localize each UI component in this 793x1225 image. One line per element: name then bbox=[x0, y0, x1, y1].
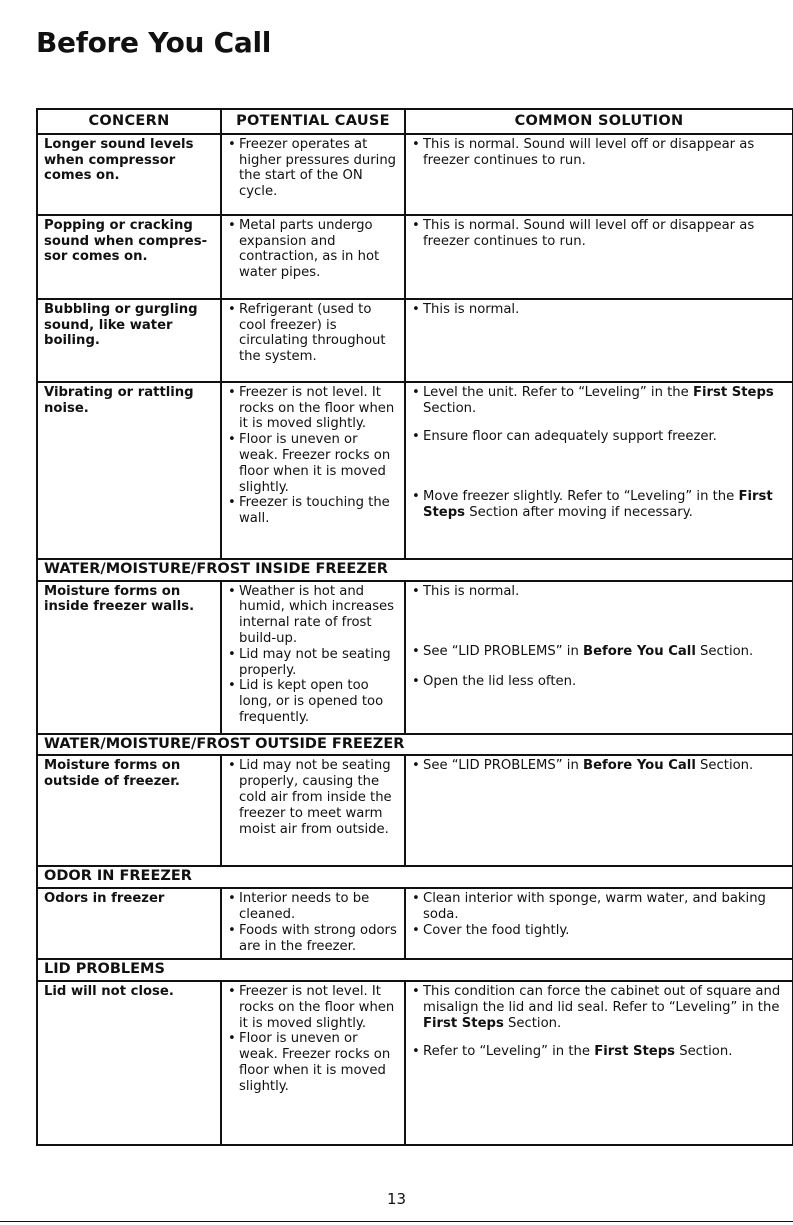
list-item: • See “LID PROBLEMS” in Before You Call Section. bbox=[412, 758, 754, 774]
list-item: • This is normal. Sound will level off or disappear as freezer continues to run. bbox=[412, 136, 755, 168]
concern-cell: Lid will not close. bbox=[37, 981, 221, 1145]
table-row bbox=[37, 299, 793, 382]
page-number: 13 bbox=[386, 1190, 407, 1208]
section-heading-lid-problems: LID PROBLEMS bbox=[37, 959, 793, 981]
list-item: • Freezer is not level. It rocks on the floor when it is moved slightly. bbox=[228, 983, 395, 1031]
cause-cell bbox=[221, 299, 405, 382]
cause-cell bbox=[221, 981, 405, 1145]
list-item: • Ensure floor can adequately support freezer. bbox=[412, 429, 717, 445]
section-heading-outside-freezer: WATER/MOISTURE/FROST OUTSIDE FREEZER bbox=[37, 734, 793, 756]
cause-cell bbox=[221, 755, 405, 866]
table-row bbox=[37, 215, 793, 299]
cause-cell bbox=[221, 134, 405, 215]
table-row bbox=[37, 382, 793, 559]
header-concern: CONCERN bbox=[37, 109, 221, 134]
list-item: • Metal parts undergo expansion and contraction, as in hot water pipes. bbox=[228, 217, 380, 281]
table-row bbox=[37, 581, 793, 734]
page-title: Before You Call bbox=[36, 26, 272, 59]
list-item: • This condition can force the cabinet out of square and misalign the lid and lid seal. Refer to “Leveling” in the First Steps Section. bbox=[412, 983, 781, 1031]
header-potential-cause: POTENTIAL CAUSE bbox=[221, 109, 405, 134]
concern-cell: Popping or cracking sound when compres-sor comes on. bbox=[37, 215, 221, 299]
list-item: • Interior needs to be cleaned. bbox=[228, 891, 370, 922]
concern-cell: Longer sound levels when compressor comes on. bbox=[37, 134, 221, 215]
solution-cell bbox=[405, 215, 793, 299]
table-row bbox=[37, 888, 793, 959]
list-item: • Freezer is not level. It rocks on the floor when it is moved slightly. bbox=[228, 384, 395, 432]
solution-cell bbox=[405, 755, 793, 866]
list-item: • Cover the food tightly. bbox=[412, 922, 570, 938]
list-item: • Clean interior with sponge, warm water, and baking soda. bbox=[412, 891, 766, 922]
solution-cell bbox=[405, 581, 793, 734]
list-item: • Level the unit. Refer to “Leveling” in the First Steps Section. bbox=[412, 384, 774, 416]
section-row bbox=[37, 559, 793, 581]
list-item: • Weather is hot and humid, which increases internal rate of frost build-up. bbox=[228, 583, 395, 646]
section-heading-odor: ODOR IN FREEZER bbox=[37, 866, 793, 888]
list-item: • Foods with strong odors are in the freezer. bbox=[228, 922, 397, 954]
list-item: • Lid is kept open too long, or is opened too frequently. bbox=[228, 678, 384, 725]
solution-cell bbox=[405, 299, 793, 382]
cause-cell bbox=[221, 382, 405, 559]
concern-cell: Moisture forms on inside freezer walls. bbox=[37, 581, 221, 734]
section-row bbox=[37, 959, 793, 981]
list-item: • Open the lid less often. bbox=[412, 674, 577, 690]
section-row bbox=[37, 866, 793, 888]
solution-cell bbox=[405, 888, 793, 959]
list-item: • See “LID PROBLEMS” in Before You Call Section. bbox=[412, 644, 754, 660]
table-row bbox=[37, 755, 793, 866]
solution-cell bbox=[405, 134, 793, 215]
list-item: • Floor is uneven or weak. Freezer rocks on floor when it is moved slightly. bbox=[228, 1031, 391, 1094]
list-item: • Lid may not be seating properly. bbox=[228, 646, 391, 678]
concern-cell: Vibrating or rattling noise. bbox=[37, 382, 221, 559]
concern-cell: Bubbling or gurgling sound, like water boiling. bbox=[37, 299, 221, 382]
list-item: • This is normal. bbox=[412, 301, 520, 317]
cause-cell bbox=[221, 888, 405, 959]
list-item: • Freezer operates at higher pressures during the start of the ON cycle. bbox=[228, 136, 397, 200]
header-common-solution: COMMON SOLUTION bbox=[405, 109, 793, 134]
cause-cell bbox=[221, 581, 405, 734]
table-row bbox=[37, 981, 793, 1145]
solution-cell bbox=[405, 382, 793, 559]
section-heading-inside-freezer: WATER/MOISTURE/FROST INSIDE FREEZER bbox=[37, 559, 793, 581]
solution-cell bbox=[405, 981, 793, 1145]
bottom-divider bbox=[0, 1221, 793, 1222]
concern-cell: Odors in freezer bbox=[37, 888, 221, 959]
list-item: • This is normal. Sound will level off or disappear as freezer continues to run. bbox=[412, 217, 755, 249]
list-item: • Move freezer slightly. Refer to “Leveling” in the First Steps Section after moving if necessary. bbox=[412, 489, 773, 520]
list-item: • Freezer is touching the wall. bbox=[228, 495, 390, 527]
list-item: • Refer to “Leveling” in the First Steps Section. bbox=[412, 1044, 733, 1060]
list-item: • Refrigerant (used to cool freezer) is circulating throughout the system. bbox=[228, 301, 386, 365]
table-row bbox=[37, 134, 793, 215]
list-item: • Lid may not be seating properly, causing the cold air from inside the freezer to meet warm moist air from outside. bbox=[228, 758, 392, 837]
table-header-row bbox=[37, 109, 793, 134]
cause-cell bbox=[221, 215, 405, 299]
list-item: • Floor is uneven or weak. Freezer rocks on floor when it is moved slightly. bbox=[228, 432, 391, 495]
concern-cell: Moisture forms on outside of freezer. bbox=[37, 755, 221, 866]
list-item: • This is normal. bbox=[412, 583, 520, 599]
section-row bbox=[37, 734, 793, 756]
troubleshooting-table bbox=[36, 108, 793, 1146]
